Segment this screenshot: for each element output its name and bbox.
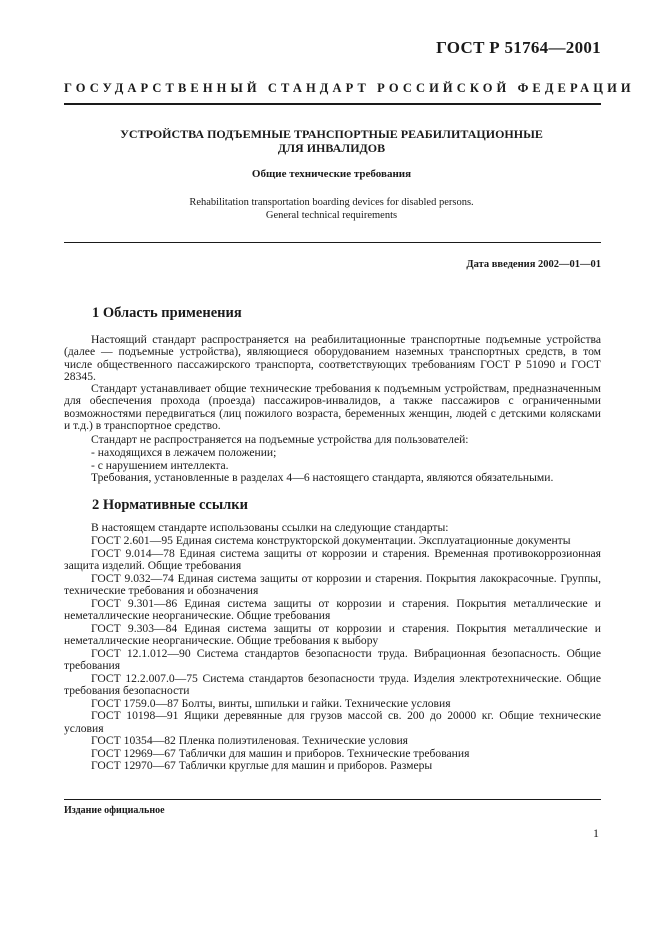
document-subtitle: Общие технические требования: [251, 168, 412, 180]
document-title: [64, 127, 599, 155]
reference-item: ГОСТ 12969—67 Таблички для машин и приборов. Технические требования: [91, 746, 470, 760]
reference-item: ГОСТ 10198—91 Ящики деревянные для грузов массой св. 200 до 20000 кг. Общие технические условия: [64, 709, 601, 735]
reference-item: ГОСТ 9.014—78 Единая система защиты от коррозии и старения. Временная противокоррозионная защита изделий. Общие требования: [64, 546, 601, 572]
reference-item: ГОСТ 12.2.007.0—75 Система стандартов безопасности труда. Изделия электротехнические. Общие требования безопасности: [64, 671, 601, 697]
page-number: 1: [593, 826, 599, 840]
english-title-line-2: General technical requirements: [265, 210, 398, 221]
section-2-intro: В настоящем стандарте использованы ссылки на следующие стандарты:: [91, 521, 449, 534]
english-title: [64, 196, 599, 222]
reference-item: ГОСТ 9.032—74 Единая система защиты от коррозии и старения. Покрытия лакокрасочные. Группы, технические требования и обозначения: [64, 571, 601, 597]
title-line-2: ДЛЯ ИНВАЛИДОВ: [277, 141, 386, 155]
reference-item: ГОСТ 1759.0—87 Болты, винты, шпильки и гайки. Технические условия: [91, 696, 451, 710]
section-1-list-item-2: - с нарушением интеллекта.: [91, 459, 229, 472]
section-1-paragraph-4: Требования, установленные в разделах 4—6 настоящего стандарта, являются обязательными.: [91, 471, 554, 484]
header-rule: [64, 103, 601, 105]
references-list: [64, 535, 601, 773]
section-1-list-item-1: - находящихся в лежачем положении;: [91, 446, 277, 459]
state-standard-heading: ГОСУДАРСТВЕННЫЙ СТАНДАРТ РОССИЙСКОЙ ФЕДЕРАЦИИ: [64, 81, 635, 95]
reference-item: ГОСТ 9.301—86 Единая система защиты от коррозии и старения. Покрытия металлические и неметаллические неорганические. Общие требования: [64, 596, 601, 622]
reference-item: ГОСТ 10354—82 Пленка полиэтиленовая. Технические условия: [91, 734, 409, 747]
english-title-line-1: Rehabilitation transportation boarding devices for disabled persons.: [189, 197, 474, 208]
reference-item: ГОСТ 12970—67 Таблички круглые для машин и приборов. Размеры: [91, 759, 433, 772]
footer-rule: [64, 799, 601, 800]
introduction-date: Дата введения 2002—01—01: [466, 259, 601, 270]
title-rule: [64, 242, 601, 243]
section-2-heading: 2 Нормативные ссылки: [92, 497, 248, 513]
official-edition-label: Издание официальное: [64, 805, 165, 816]
section-1-paragraph-1: Настоящий стандарт распространяется на реабилитационные транспортные подъемные устройства (далее — подъемные устройства), являющиеся оборудованием наземных транспортных средств, в том числе общественного пассажирского транспорта, соответствующих требованиям ГОСТ Р 51090 и ГОСТ 28345.: [64, 333, 601, 383]
reference-item: ГОСТ 9.303—84 Единая система защиты от коррозии и старения. Покрытия металлические и неметаллические неорганические. Общие требования к выбору: [64, 621, 601, 647]
reference-item: ГОСТ 2.601—95 Единая система конструкторской документации. Эксплуатационные документы: [91, 534, 571, 547]
section-1-paragraph-2: Стандарт устанавливает общие технические требования к подъемным устройствам, предназначенным для обеспечения прохода (проезда) пассажиров-инвалидов, а также пассажиров с ограниченными возможностями передвигаться (лиц пожилого возраста, беременных женщин, людей с детскими колясками и т.д.) в транспортное средство.: [64, 382, 601, 432]
gost-code: ГОСТ Р 51764—2001: [436, 38, 601, 57]
title-line-1: УСТРОЙСТВА ПОДЪЕМНЫЕ ТРАНСПОРТНЫЕ РЕАБИЛИТАЦИОННЫЕ: [120, 127, 543, 141]
reference-item: ГОСТ 12.1.012—90 Система стандартов безопасности труда. Вибрационная безопасность. Общие требования: [64, 646, 601, 672]
section-1-paragraph-3: Стандарт не распространяется на подъемные устройства для пользователей:: [91, 433, 469, 446]
section-1-heading: 1 Область применения: [92, 305, 242, 321]
